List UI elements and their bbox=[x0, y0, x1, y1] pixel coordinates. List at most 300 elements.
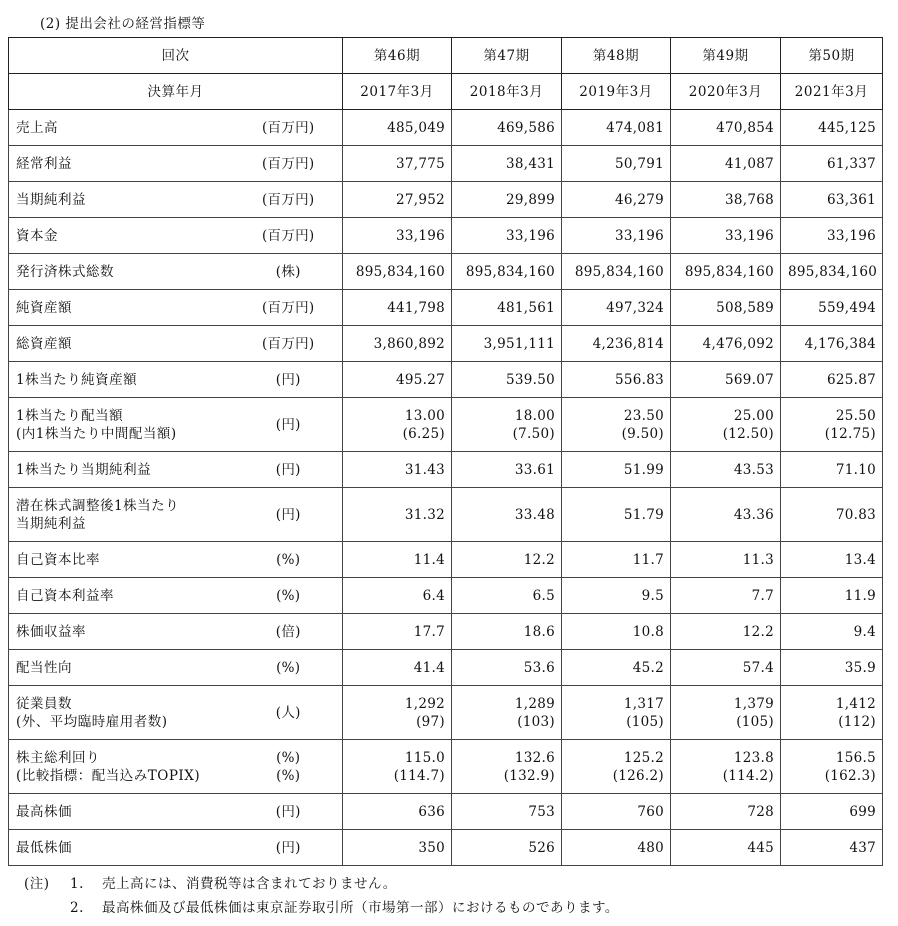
row-value: 41.4 bbox=[413, 659, 445, 676]
header-value-cell: 2018年3月 bbox=[452, 74, 562, 110]
row-value: 9.5 bbox=[641, 587, 664, 604]
row-value-cell bbox=[671, 182, 781, 218]
row-label: 当期純利益 bbox=[16, 515, 86, 532]
footnote-text: 売上高には、消費税等は含まれておりません。 bbox=[102, 876, 397, 892]
header-row bbox=[9, 38, 883, 74]
row-value: 753 bbox=[528, 803, 555, 820]
row-value-cell bbox=[781, 542, 883, 578]
row-label: 経常利益 bbox=[16, 155, 72, 172]
row-value-cell bbox=[343, 650, 452, 686]
row-value: 1,412 bbox=[835, 695, 876, 712]
row-value-cell bbox=[781, 578, 883, 614]
row-unit-cell bbox=[235, 218, 343, 254]
header-value-cell: 2019年3月 bbox=[562, 74, 671, 110]
row-value: 1,317 bbox=[623, 695, 664, 712]
row-unit: (百万円) bbox=[261, 227, 315, 244]
row-unit: (%) bbox=[276, 767, 301, 784]
row-unit: (百万円) bbox=[261, 119, 315, 136]
row-value-cell bbox=[562, 578, 671, 614]
row-value-cell bbox=[343, 398, 452, 452]
row-value-cell bbox=[671, 614, 781, 650]
row-unit: (%) bbox=[276, 551, 301, 568]
row-value-cell bbox=[562, 146, 671, 182]
row-value: (12.75) bbox=[824, 425, 876, 442]
row-unit: (株) bbox=[275, 263, 301, 280]
table-row bbox=[9, 452, 883, 488]
row-value: 12.2 bbox=[523, 551, 555, 568]
row-value-cell bbox=[781, 794, 883, 830]
row-value: 6.5 bbox=[532, 587, 555, 604]
row-unit: (円) bbox=[275, 371, 301, 388]
row-value-cell bbox=[343, 488, 452, 542]
row-value: 71.10 bbox=[835, 461, 876, 478]
row-value: 728 bbox=[747, 803, 774, 820]
row-value: 895,834,160 bbox=[684, 263, 774, 280]
row-value-cell bbox=[452, 452, 562, 488]
row-label: 売上高 bbox=[16, 119, 58, 136]
row-value-cell bbox=[562, 830, 671, 866]
row-unit-cell bbox=[235, 488, 343, 542]
row-value: 481,561 bbox=[497, 299, 555, 316]
row-unit: (百万円) bbox=[261, 335, 315, 352]
table-row bbox=[9, 542, 883, 578]
row-value: (12.50) bbox=[722, 425, 774, 442]
row-value: 33,196 bbox=[826, 227, 876, 244]
row-value: 29,899 bbox=[505, 191, 555, 208]
row-value-cell bbox=[671, 146, 781, 182]
row-value-cell bbox=[562, 452, 671, 488]
row-value-cell bbox=[452, 182, 562, 218]
row-value-cell bbox=[452, 650, 562, 686]
row-label: 発行済株式総数 bbox=[16, 263, 114, 280]
row-value: 6.4 bbox=[422, 587, 445, 604]
row-value: (114.2) bbox=[722, 767, 774, 784]
row-value: 46,279 bbox=[614, 191, 664, 208]
table-row bbox=[9, 686, 883, 740]
row-value-cell bbox=[671, 398, 781, 452]
header-value-cell: 第47期 bbox=[452, 38, 562, 74]
row-value: 895,834,160 bbox=[574, 263, 664, 280]
row-value-cell bbox=[671, 578, 781, 614]
row-value-cell bbox=[452, 254, 562, 290]
row-unit-cell bbox=[235, 146, 343, 182]
row-unit-cell bbox=[235, 326, 343, 362]
row-label-cell bbox=[9, 452, 235, 488]
row-value: 51.79 bbox=[623, 506, 664, 523]
row-unit: (円) bbox=[275, 461, 301, 478]
row-value-cell bbox=[452, 488, 562, 542]
row-value-cell bbox=[562, 218, 671, 254]
row-unit-cell bbox=[235, 254, 343, 290]
row-label-cell bbox=[9, 650, 235, 686]
row-label: 最低株価 bbox=[16, 839, 72, 856]
row-value-cell bbox=[452, 110, 562, 146]
row-value: 18.6 bbox=[523, 623, 555, 640]
row-value: 23.50 bbox=[623, 407, 664, 424]
row-value: 31.43 bbox=[404, 461, 445, 478]
row-value-cell bbox=[781, 362, 883, 398]
row-unit: (%) bbox=[276, 587, 301, 604]
row-value: 25.00 bbox=[733, 407, 774, 424]
row-value: (6.25) bbox=[402, 425, 445, 442]
header-value-cell: 2020年3月 bbox=[671, 74, 781, 110]
row-label: 1株当たり配当額 bbox=[16, 407, 124, 424]
row-value: 50,791 bbox=[614, 155, 664, 172]
header-value-cell: 2017年3月 bbox=[343, 74, 452, 110]
row-value: 53.6 bbox=[523, 659, 555, 676]
row-value: 115.0 bbox=[404, 749, 445, 766]
row-unit-cell bbox=[235, 740, 343, 794]
row-unit-cell bbox=[235, 650, 343, 686]
row-value: (132.9) bbox=[503, 767, 555, 784]
row-value-cell bbox=[671, 830, 781, 866]
row-value-cell bbox=[562, 488, 671, 542]
row-value-cell bbox=[343, 290, 452, 326]
row-value: 508,589 bbox=[716, 299, 774, 316]
row-value-cell bbox=[671, 290, 781, 326]
row-value-cell bbox=[562, 398, 671, 452]
row-value-cell bbox=[671, 542, 781, 578]
row-value-cell bbox=[781, 326, 883, 362]
row-unit-cell bbox=[235, 578, 343, 614]
row-value-cell bbox=[562, 614, 671, 650]
row-value-cell bbox=[452, 686, 562, 740]
row-value: 17.7 bbox=[413, 623, 445, 640]
table-row bbox=[9, 830, 883, 866]
row-unit-cell bbox=[235, 290, 343, 326]
row-value-cell bbox=[562, 110, 671, 146]
row-value: (162.3) bbox=[824, 767, 876, 784]
row-value: 4,236,814 bbox=[592, 335, 664, 352]
row-value-cell bbox=[343, 740, 452, 794]
row-value: 636 bbox=[418, 803, 445, 820]
row-value: 33.48 bbox=[514, 506, 555, 523]
row-value-cell bbox=[452, 614, 562, 650]
row-label-cell bbox=[9, 326, 235, 362]
row-value: 3,951,111 bbox=[483, 335, 555, 352]
row-value-cell bbox=[343, 614, 452, 650]
footnote-1 bbox=[24, 872, 619, 896]
row-value: 35.9 bbox=[844, 659, 876, 676]
row-value-cell bbox=[671, 452, 781, 488]
row-value: 33.61 bbox=[514, 461, 555, 478]
row-value: 11.3 bbox=[742, 551, 774, 568]
row-value: (112) bbox=[838, 713, 876, 730]
table-row bbox=[9, 110, 883, 146]
row-value-cell bbox=[343, 794, 452, 830]
row-unit-cell bbox=[235, 542, 343, 578]
row-value: 70.83 bbox=[835, 506, 876, 523]
row-value-cell bbox=[343, 218, 452, 254]
row-label: 1株当たり当期純利益 bbox=[16, 461, 152, 478]
row-value-cell bbox=[343, 362, 452, 398]
row-value-cell bbox=[671, 362, 781, 398]
row-label: 純資産額 bbox=[16, 299, 72, 316]
row-unit: (円) bbox=[275, 416, 301, 433]
row-value-cell bbox=[781, 110, 883, 146]
table-row bbox=[9, 290, 883, 326]
row-value-cell bbox=[781, 614, 883, 650]
row-value-cell bbox=[671, 218, 781, 254]
row-value: 10.8 bbox=[632, 623, 664, 640]
row-value: 43.53 bbox=[733, 461, 774, 478]
row-label: 潜在株式調整後1株当たり bbox=[16, 497, 180, 514]
row-unit-cell bbox=[235, 362, 343, 398]
row-label: 株主総利回り bbox=[16, 749, 100, 766]
row-label: 当期純利益 bbox=[16, 191, 86, 208]
row-value-cell bbox=[781, 488, 883, 542]
row-label-cell bbox=[9, 488, 235, 542]
row-value: 445,125 bbox=[818, 119, 876, 136]
row-value: (103) bbox=[517, 713, 555, 730]
row-value-cell bbox=[452, 794, 562, 830]
row-value-cell bbox=[343, 830, 452, 866]
row-value: 11.9 bbox=[844, 587, 876, 604]
row-value-cell bbox=[671, 794, 781, 830]
footnote-prefix: (注) bbox=[24, 876, 50, 892]
row-value: (114.7) bbox=[393, 767, 445, 784]
row-label: 株価収益率 bbox=[16, 623, 86, 640]
row-value: 1,289 bbox=[514, 695, 555, 712]
row-value: 445 bbox=[747, 839, 774, 856]
row-value: 37,775 bbox=[395, 155, 445, 172]
row-value-cell bbox=[562, 542, 671, 578]
table-row bbox=[9, 794, 883, 830]
row-value-cell bbox=[343, 542, 452, 578]
table-row bbox=[9, 362, 883, 398]
row-value-cell bbox=[562, 254, 671, 290]
row-value: 12.2 bbox=[742, 623, 774, 640]
row-unit: (%) bbox=[276, 749, 301, 766]
row-value: 31.32 bbox=[404, 506, 445, 523]
row-label: 従業員数 bbox=[16, 695, 72, 712]
row-value: 497,324 bbox=[606, 299, 664, 316]
row-label: 配当性向 bbox=[16, 659, 72, 676]
row-value-cell bbox=[781, 290, 883, 326]
row-value-cell bbox=[781, 146, 883, 182]
row-value-cell bbox=[343, 110, 452, 146]
row-value-cell bbox=[562, 686, 671, 740]
row-label-cell bbox=[9, 218, 235, 254]
row-label: 自己資本利益率 bbox=[16, 587, 114, 604]
row-value: (97) bbox=[416, 713, 445, 730]
row-label-cell bbox=[9, 614, 235, 650]
row-unit: (円) bbox=[275, 803, 301, 820]
row-value: 556.83 bbox=[614, 371, 664, 388]
table-row bbox=[9, 650, 883, 686]
row-value: 895,834,160 bbox=[788, 263, 878, 280]
row-value-cell bbox=[343, 254, 452, 290]
row-label-cell bbox=[9, 362, 235, 398]
row-label-cell bbox=[9, 290, 235, 326]
row-value-cell bbox=[671, 488, 781, 542]
row-value: 33,196 bbox=[614, 227, 664, 244]
row-unit-cell bbox=[235, 794, 343, 830]
row-value-cell bbox=[452, 740, 562, 794]
row-value: 1,292 bbox=[404, 695, 445, 712]
row-value-cell bbox=[452, 146, 562, 182]
row-value: 123.8 bbox=[733, 749, 774, 766]
row-value: 526 bbox=[528, 839, 555, 856]
row-value-cell bbox=[562, 740, 671, 794]
row-unit-cell bbox=[235, 110, 343, 146]
row-value: 474,081 bbox=[606, 119, 664, 136]
row-value: 156.5 bbox=[835, 749, 876, 766]
row-value: 350 bbox=[418, 839, 445, 856]
row-unit-cell bbox=[235, 398, 343, 452]
row-unit: (%) bbox=[276, 659, 301, 676]
row-label-cell bbox=[9, 254, 235, 290]
row-value-cell bbox=[781, 650, 883, 686]
row-value-cell bbox=[781, 740, 883, 794]
row-value: 441,798 bbox=[387, 299, 445, 316]
row-value-cell bbox=[781, 182, 883, 218]
row-value-cell bbox=[781, 398, 883, 452]
table-row bbox=[9, 218, 883, 254]
row-unit-cell bbox=[235, 686, 343, 740]
header-value-cell: 2021年3月 bbox=[781, 74, 883, 110]
row-value: 18.00 bbox=[514, 407, 555, 424]
row-value: 33,196 bbox=[724, 227, 774, 244]
row-value-cell bbox=[562, 362, 671, 398]
row-label-cell bbox=[9, 182, 235, 218]
row-value: 43.36 bbox=[733, 506, 774, 523]
row-unit: (人) bbox=[275, 704, 301, 721]
row-value-cell bbox=[781, 452, 883, 488]
row-value: 569.07 bbox=[724, 371, 774, 388]
row-value: 485,049 bbox=[387, 119, 445, 136]
row-value: 51.99 bbox=[623, 461, 664, 478]
row-value: 760 bbox=[637, 803, 664, 820]
footnote-number: 1. bbox=[70, 876, 84, 892]
row-value-cell bbox=[343, 686, 452, 740]
row-value: 33,196 bbox=[505, 227, 555, 244]
row-value: 57.4 bbox=[742, 659, 774, 676]
row-label-cell bbox=[9, 398, 235, 452]
row-unit-cell bbox=[235, 452, 343, 488]
footnote-text: 最高株価及び最低株価は東京証券取引所（市場第一部）におけるものであります。 bbox=[102, 900, 619, 916]
row-value: 4,476,092 bbox=[702, 335, 774, 352]
row-value-cell bbox=[452, 542, 562, 578]
row-label-cell bbox=[9, 110, 235, 146]
row-value: 559,494 bbox=[818, 299, 876, 316]
table-row bbox=[9, 578, 883, 614]
row-value: 469,586 bbox=[497, 119, 555, 136]
row-value-cell bbox=[452, 290, 562, 326]
row-value: 3,860,892 bbox=[373, 335, 445, 352]
row-value-cell bbox=[781, 830, 883, 866]
header-value-cell: 第49期 bbox=[671, 38, 781, 74]
footnotes bbox=[24, 872, 619, 920]
header-value-cell: 第48期 bbox=[562, 38, 671, 74]
row-label: 1株当たり純資産額 bbox=[16, 371, 138, 388]
row-value: 539.50 bbox=[505, 371, 555, 388]
row-value: 470,854 bbox=[716, 119, 774, 136]
header-label-cell: 回次 bbox=[9, 38, 343, 74]
table-row bbox=[9, 146, 883, 182]
row-value: 27,952 bbox=[395, 191, 445, 208]
row-label: (外、平均臨時雇用者数) bbox=[16, 713, 168, 730]
row-label-cell bbox=[9, 794, 235, 830]
row-value-cell bbox=[671, 650, 781, 686]
row-value-cell bbox=[562, 326, 671, 362]
table-row bbox=[9, 398, 883, 452]
row-value: 895,834,160 bbox=[355, 263, 445, 280]
row-label-cell bbox=[9, 578, 235, 614]
row-value-cell bbox=[671, 326, 781, 362]
row-label-cell bbox=[9, 146, 235, 182]
table-row bbox=[9, 488, 883, 542]
row-value: 4,176,384 bbox=[804, 335, 876, 352]
row-unit-cell bbox=[235, 830, 343, 866]
table-row bbox=[9, 740, 883, 794]
row-value-cell bbox=[343, 326, 452, 362]
row-value: (7.50) bbox=[512, 425, 555, 442]
row-value: 45.2 bbox=[632, 659, 664, 676]
row-value-cell bbox=[781, 686, 883, 740]
row-value-cell bbox=[562, 650, 671, 686]
financial-indicators-table bbox=[8, 37, 883, 866]
row-value: 125.2 bbox=[623, 749, 664, 766]
row-value: 41,087 bbox=[724, 155, 774, 172]
row-unit: (倍) bbox=[275, 623, 301, 640]
row-value: 1,379 bbox=[733, 695, 774, 712]
row-value: 38,768 bbox=[724, 191, 774, 208]
row-value: (126.2) bbox=[612, 767, 664, 784]
table-row bbox=[9, 614, 883, 650]
row-label-cell bbox=[9, 830, 235, 866]
row-value: 11.4 bbox=[413, 551, 445, 568]
table-row bbox=[9, 326, 883, 362]
row-value-cell bbox=[671, 110, 781, 146]
row-unit: (円) bbox=[275, 506, 301, 523]
row-value: 13.4 bbox=[844, 551, 876, 568]
header-value-cell: 第50期 bbox=[781, 38, 883, 74]
row-value: 699 bbox=[849, 803, 876, 820]
row-value: 625.87 bbox=[826, 371, 876, 388]
row-value: 61,337 bbox=[826, 155, 876, 172]
row-value-cell bbox=[343, 146, 452, 182]
row-value: 38,431 bbox=[505, 155, 555, 172]
row-value-cell bbox=[781, 218, 883, 254]
header-label-cell: 決算年月 bbox=[9, 74, 343, 110]
row-value-cell bbox=[452, 578, 562, 614]
row-value-cell bbox=[562, 182, 671, 218]
row-value: 480 bbox=[637, 839, 664, 856]
row-value-cell bbox=[343, 182, 452, 218]
row-label-cell bbox=[9, 740, 235, 794]
row-value: 25.50 bbox=[835, 407, 876, 424]
table-row bbox=[9, 182, 883, 218]
row-value: 495.27 bbox=[395, 371, 445, 388]
row-value: (105) bbox=[736, 713, 774, 730]
row-value: 33,196 bbox=[395, 227, 445, 244]
footnote-2 bbox=[24, 896, 619, 920]
row-label-cell bbox=[9, 542, 235, 578]
row-label: 資本金 bbox=[16, 227, 58, 244]
row-value-cell bbox=[452, 326, 562, 362]
table-row bbox=[9, 254, 883, 290]
row-label: 総資産額 bbox=[16, 335, 72, 352]
row-label: (内1株当たり中間配当額) bbox=[16, 425, 177, 442]
row-value-cell bbox=[343, 452, 452, 488]
row-label: 最高株価 bbox=[16, 803, 72, 820]
row-value-cell bbox=[343, 578, 452, 614]
row-unit: (百万円) bbox=[261, 191, 315, 208]
row-value: 437 bbox=[849, 839, 876, 856]
row-value: 9.4 bbox=[853, 623, 876, 640]
row-value-cell bbox=[671, 254, 781, 290]
